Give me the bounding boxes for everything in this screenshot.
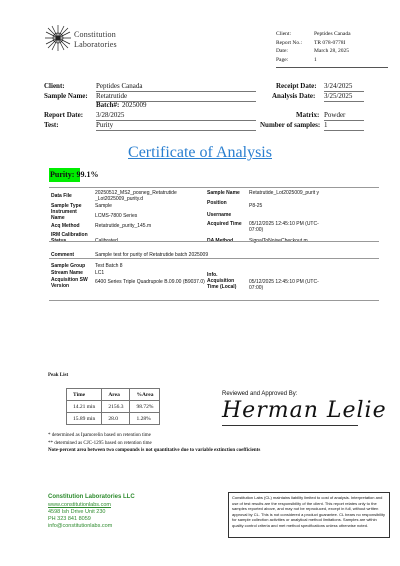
meta-key: Page: (276, 56, 289, 63)
batch-value: 2025009 (122, 101, 147, 109)
info-value: P8-25 (249, 203, 263, 209)
info-value: 05/12/2025 12:45:10 PM (UTC-07:00) (249, 221, 319, 233)
sample-name-label: Sample Name: (44, 92, 88, 100)
column-header: %Area (130, 389, 160, 401)
info-key: Acquisition SW Version (51, 277, 88, 289)
info-key: Position (207, 200, 227, 206)
info-key: Acquired Time (207, 221, 242, 227)
info-key: Acquisition Time (Local) (207, 278, 237, 290)
info-key: DA Method (207, 238, 234, 244)
disclaimer-text: Constitution Labs (CL) maintains liability limited to cost of analysis. Interpretation and use of test results are the responsibility of the client. This report relates only to the samples reported above, and may not be reproduced, except in full, without written approval by CL. This is not considered a product guarantee. CL bears no responsibility for sample collection activities or analytical method limitations. Samples are within quality control criteria and met method specifications unless otherwise noted. (232, 495, 385, 528)
receipt-date-value: 3/24/2025 (324, 82, 353, 90)
num-samples-value: 1 (324, 121, 328, 129)
sample-underline (96, 101, 256, 102)
peak-list-title: Peak List (48, 373, 69, 378)
table-cell: 28.0 (102, 413, 130, 425)
meta-key: Report No.: (276, 39, 302, 46)
client-value: Peptides Canada (96, 82, 143, 90)
info-value: LC1 (95, 270, 105, 276)
approval-label: Reviewed and Approved By: (222, 391, 298, 397)
analysis-date-label: Analysis Date: (272, 92, 316, 100)
meta-value: 1 (314, 56, 317, 63)
table-row (67, 401, 160, 413)
info-key: Instrument Name (51, 209, 77, 221)
report-date-value: 3/28/2025 (96, 111, 125, 119)
purity-badge (49, 168, 99, 182)
footer-phone: PH 323 841 8059 (48, 516, 91, 522)
batch-label: Batch#: (96, 101, 120, 109)
info-key: Sample Group (51, 263, 86, 269)
info-top-rule (49, 187, 379, 188)
info-bottom-rule (49, 300, 379, 301)
meta-value: Peptides Canada (314, 31, 351, 37)
signature: Herman Lelie (222, 398, 387, 423)
page-title: Certificate of Analysis (128, 144, 272, 161)
num-samples-label: Number of samples: (260, 121, 321, 129)
column-header: Time (67, 389, 102, 401)
footnote: ** determined as CJC-1295 based on retention time (48, 441, 152, 446)
instrument-info (49, 190, 379, 302)
info-key: Comment (51, 252, 75, 258)
test-label: Test: (44, 121, 59, 129)
meta-key: Date: (276, 48, 288, 54)
sample-name-value: Retatrutide (96, 92, 128, 100)
info-value: Calibrated (95, 238, 118, 244)
matrix-underline (324, 120, 364, 121)
info-key: Stream Name (51, 270, 83, 276)
meta-value: TR 078-0778I (314, 39, 346, 46)
info-value: 05/12/2025 12:45:10 PM (UTC-07:00) (249, 279, 319, 291)
table-cell: 15.89 min (67, 413, 102, 425)
table-row (67, 413, 160, 425)
info-value: Retatrutide_purity_145.m (95, 223, 152, 229)
meta-row (276, 56, 386, 65)
footer-email: info@constitutionlabs.com (48, 523, 113, 529)
analysis-underline (324, 101, 364, 102)
footer-address: 4598 Ish Drive Unit 230 (48, 509, 106, 515)
info-key: Acq Method (51, 223, 80, 229)
signature-line (222, 425, 358, 426)
info-value: LCMS-7800 Series (95, 213, 138, 219)
matrix-label: Matrix: (296, 111, 320, 119)
analysis-date-value: 3/25/2025 (324, 92, 353, 100)
footer-company: Constitution Laboratories LLC (48, 494, 135, 500)
info-key: Sample Name (207, 190, 240, 196)
table-cell: 14.21 min (67, 401, 102, 413)
info-key: Username (207, 212, 232, 218)
logo-text-line1: Constitution (74, 30, 116, 39)
meta-key: Client: (276, 31, 291, 37)
client-label: Client: (44, 82, 65, 90)
meta-row (276, 39, 386, 48)
receipt-date-label: Receipt Date: (276, 82, 317, 90)
info-value: 6400 Series Triple Quadrupole B.09.00 (B9037.0) (95, 279, 205, 285)
info-key: IRM Calibration Status (51, 232, 88, 244)
table-cell: 2156.3 (102, 401, 130, 413)
info-value: 20250512_MS2_posneg_Retatrutide _Lot2025009_purity.d (95, 190, 177, 202)
test-value: Purity (96, 121, 114, 129)
matrix-value: Powder (324, 111, 346, 119)
info-value: Test Batch 8 (95, 263, 123, 269)
peak-table (66, 388, 160, 425)
company-logo (44, 24, 154, 60)
info-mid-rule (49, 241, 379, 242)
footer-website-link[interactable]: www.constitutionlabs.com (48, 502, 111, 508)
num-samples-underline (324, 130, 364, 131)
info-key: Data File (51, 193, 72, 199)
info-value: Sample (95, 203, 112, 209)
footnote-note: Note-percent area between two compounds is not quantitative due to variable extinction coefficients (48, 448, 261, 453)
table-cell: 98.72% (130, 401, 160, 413)
info-key: Sample Type (51, 203, 82, 209)
logo-text-line2: Laboratories (74, 40, 117, 49)
table-header-row (67, 389, 160, 401)
test-underline (96, 130, 256, 131)
info-value: Retatrutide_Lot2025009_purit y (249, 190, 320, 196)
meta-row (276, 30, 386, 39)
footnote: * determined as Ipamorelin based on retention time (48, 433, 151, 438)
report-date-underline (96, 120, 256, 121)
report-meta (276, 30, 386, 64)
report-date-label: Report Date: (44, 111, 84, 119)
table-cell: 1.28% (130, 413, 160, 425)
disclaimer-box (228, 492, 390, 538)
info-key: Info. (207, 272, 218, 278)
meta-value: March 28, 2025 (314, 48, 349, 54)
info-value: SignalToNoiseCheckout.m (249, 238, 308, 244)
column-header: Area (102, 389, 130, 401)
header-divider (276, 67, 388, 68)
info-value: Sample test for purity of Retatrutide batch 2025009 (95, 252, 209, 258)
starburst-logo-icon (44, 24, 72, 52)
purity-value: Purity: 99.1% (50, 170, 99, 179)
info-mid-rule (49, 258, 379, 259)
meta-row (276, 47, 386, 56)
